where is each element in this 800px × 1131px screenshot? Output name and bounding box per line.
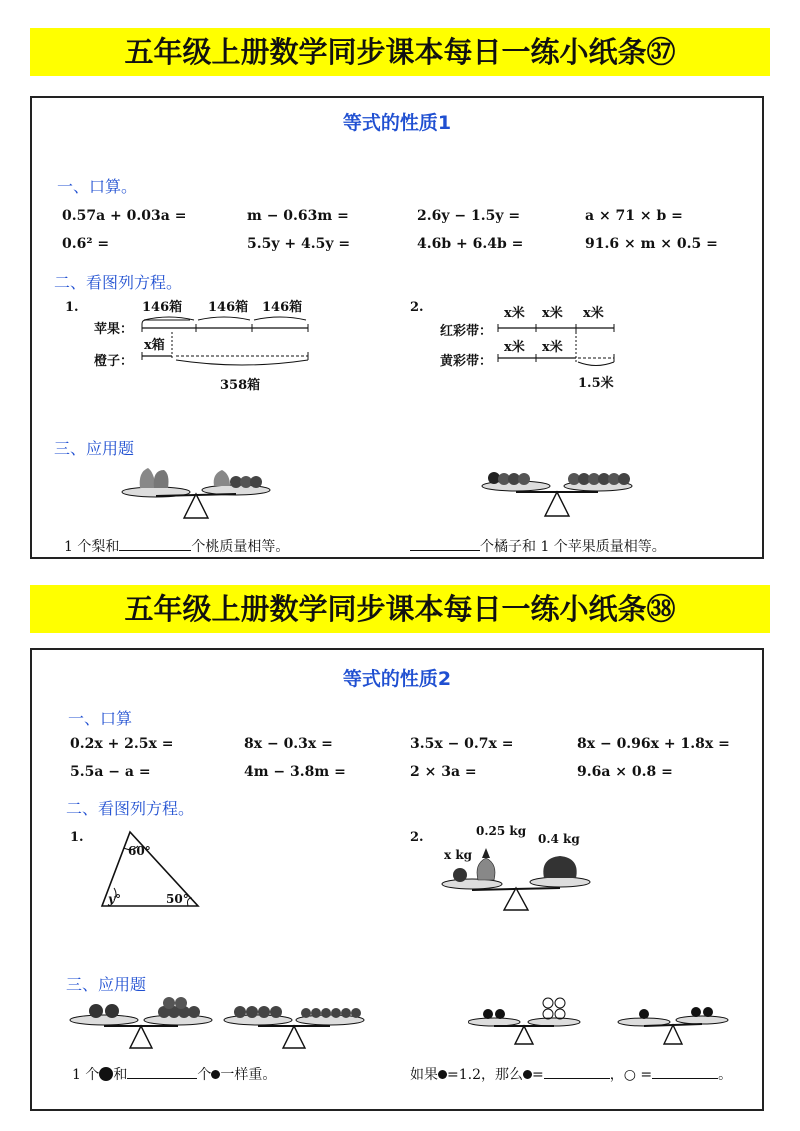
answer-blank[interactable] xyxy=(652,1078,718,1079)
total-label: 358箱 xyxy=(220,378,261,393)
calc-item: m − 0.63m = xyxy=(247,208,349,224)
calc-item: 3.5x − 0.7x = xyxy=(410,736,514,752)
angle-label: 50° xyxy=(166,892,189,906)
app2-prefix: 如果 xyxy=(410,1067,438,1083)
sheet38-title: 等式的性质2 xyxy=(342,668,452,690)
segment-label: 146箱 xyxy=(262,300,303,315)
application-problem-2 xyxy=(410,1064,732,1084)
calc-item: 4m − 3.8m = xyxy=(244,764,346,780)
segment-label: x米 xyxy=(542,340,563,355)
app2-eq: =1.2，那么 xyxy=(447,1067,523,1083)
application-problem-1 xyxy=(64,536,289,556)
segment-label: x米 xyxy=(542,306,563,321)
sheet37-section3: 三、应用题 xyxy=(54,439,135,458)
sheet38-section3: 三、应用题 xyxy=(66,975,147,994)
segment-label: x米 xyxy=(504,340,525,355)
calc-item: 9.6a × 0.8 = xyxy=(577,764,673,780)
calc-item: 0.2x + 2.5x = xyxy=(70,736,174,752)
segment-label: 146箱 xyxy=(142,300,183,315)
app2-eq2: = xyxy=(532,1067,544,1083)
app2-suffix: 个橘子和 1 个苹果质量相等。 xyxy=(480,539,666,555)
segment-label: 146箱 xyxy=(208,300,249,315)
plum-icon xyxy=(211,1070,220,1079)
weight-label: 0.25 kg xyxy=(476,824,527,838)
extra-length-label: 1.5米 xyxy=(578,376,614,391)
calc-item: 5.5y + 4.5y = xyxy=(247,236,351,252)
red-ribbon-label: 红彩带： xyxy=(440,324,493,339)
weight-label: 0.4 kg xyxy=(538,832,580,846)
calc-item: 2 × 3a = xyxy=(410,764,477,780)
app1-unit: 个 xyxy=(197,1067,212,1083)
app1-prefix: 1 个 xyxy=(72,1067,100,1083)
problem-number: 1. xyxy=(70,830,84,845)
angle-label: y° xyxy=(108,892,121,906)
yellow-ribbon-label: 黄彩带： xyxy=(440,354,493,369)
sheet38-section2: 二、看图列方程。 xyxy=(66,799,195,818)
app2-sep: ，○ = xyxy=(609,1067,653,1083)
orange-label: 橙子： xyxy=(94,354,134,369)
balance-scale-fruit-weights xyxy=(438,844,594,914)
calc-item: 2.6y − 1.5y = xyxy=(417,208,521,224)
app1-mid: 和 xyxy=(113,1067,128,1083)
sheet37-title: 等式的性质1 xyxy=(342,112,452,134)
weight-label: x kg xyxy=(444,848,473,862)
application-problem-1 xyxy=(72,1064,276,1084)
answer-blank[interactable] xyxy=(127,1078,197,1079)
sheet38-section1: 一、口算 xyxy=(68,709,133,728)
calc-item: 5.5a − a = xyxy=(70,764,151,780)
segment-label: x米 xyxy=(583,306,604,321)
sheet38-banner: 五年级上册数学同步课本每日一练小纸条㊳ xyxy=(30,585,770,633)
calc-item: 0.57a + 0.03a = xyxy=(62,208,187,224)
calc-item: 4.6b + 6.4b = xyxy=(417,236,524,252)
ribbon-segment-diagram xyxy=(494,312,624,374)
calc-item: a × 71 × b = xyxy=(585,208,683,224)
filled-circle-icon xyxy=(523,1070,532,1079)
calc-item: 91.6 × m × 0.5 = xyxy=(585,236,718,252)
answer-blank[interactable] xyxy=(544,1078,610,1079)
problem-number: 2. xyxy=(410,300,424,315)
answer-blank[interactable] xyxy=(119,550,191,551)
app1-suffix: 个桃质量相等。 xyxy=(191,539,290,555)
calc-item: 8x − 0.3x = xyxy=(244,736,333,752)
angle-label: 60° xyxy=(128,844,151,858)
balance-scales-dot-circle xyxy=(468,996,730,1050)
application-problem-2 xyxy=(410,536,666,556)
answer-blank[interactable] xyxy=(410,550,480,551)
sheet37-section1: 一、口算。 xyxy=(57,177,138,196)
problem-number: 2. xyxy=(410,830,424,845)
app2-end: 。 xyxy=(718,1067,733,1083)
app1-prefix: 1 个梨和 xyxy=(64,539,120,555)
segment-label: x米 xyxy=(504,306,525,321)
apple-icon xyxy=(99,1067,113,1081)
balance-scale-orange-apple xyxy=(478,458,638,522)
x-label: x箱 xyxy=(144,338,165,353)
sheet37-section2: 二、看图列方程。 xyxy=(54,273,183,292)
app1-end: 一样重。 xyxy=(220,1067,277,1083)
calc-item: 0.6² = xyxy=(62,236,110,252)
sheet37-banner: 五年级上册数学同步课本每日一练小纸条㊲ xyxy=(30,28,770,76)
apple-label: 苹果： xyxy=(94,322,134,337)
calc-item: 8x − 0.96x + 1.8x = xyxy=(577,736,730,752)
problem-number: 1. xyxy=(65,300,79,315)
sheet37-box xyxy=(30,96,764,559)
sheet38-box xyxy=(30,648,764,1111)
balance-scales-apple-plum xyxy=(68,992,368,1054)
filled-circle-icon xyxy=(438,1070,447,1079)
balance-scale-pear-peach xyxy=(118,458,278,522)
apple-orange-segment-diagram xyxy=(132,310,322,380)
